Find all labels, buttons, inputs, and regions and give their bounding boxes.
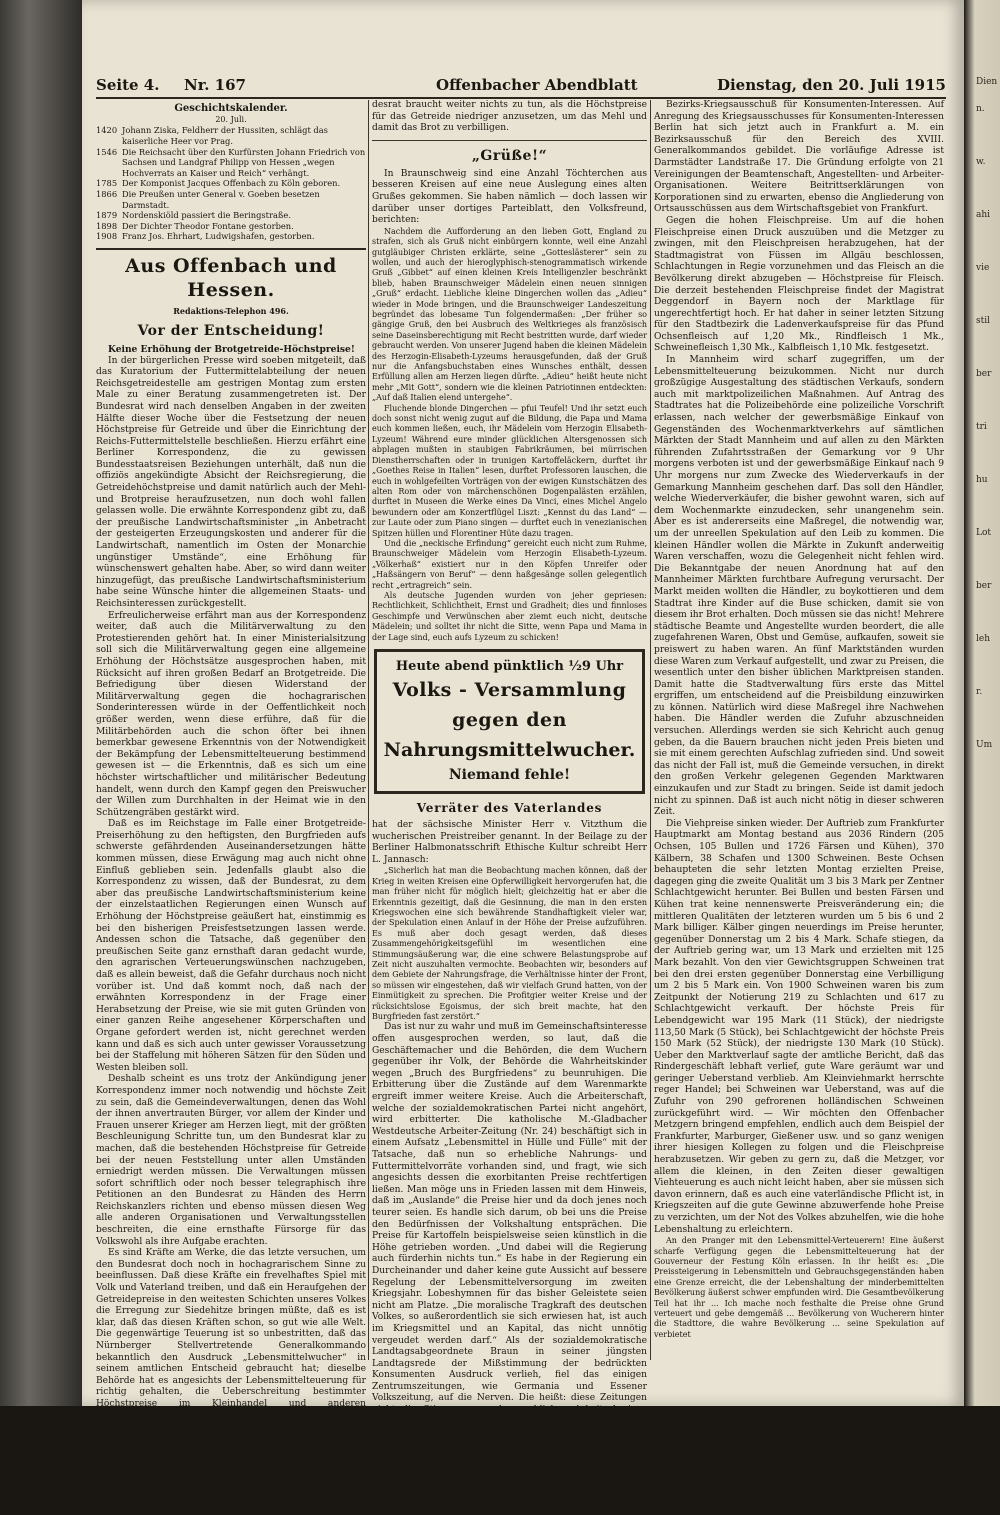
calendar-date: 20. Juli. [215,115,247,124]
calendar-entry [96,147,366,179]
calendar-text: Die Reichsacht über den Kurfürsten Johann Friedrich von Sachsen und Landgraf Philipp von Hessen „wegen Hochverrats an Kaiser und Reich“ verhängt. [122,146,366,178]
calendar-entry [96,189,366,210]
calendar-text: Johann Ziska, Feldherr der Hussiten, schlägt das kaiserliche Heer vor Prag. [122,125,328,146]
calendar-entry [96,231,366,242]
article-paragraph: In der bürgerlichen Presse wird soeben mitgeteilt, daß das Kuratorium der Futtermittelabteilung der neuen Reichsgetreidestelle am gestrigen Montag zum ersten Male zu einer Beratung zusammengetreten ist. Der Bundesrat wird nach denselben Angaben in der zweiten Hälfte dieser Woche über die Festsetzung der neuen Höchstpreise für Getreide und über die Einrichtung der Reichs-Futtermittelstelle beschließen. Hierzu erfährt eine Berliner Korrespondenz, die zu gewissen Bundesstaatsreisen Beziehungen unterhält, daß nun die offiziös angekündigte Absicht der Reichsregierung, die Getreidehöchstpreise und damit natürlich auch der Mehl- und Brotpreise heraufzusetzen, nun doch wohl fallen gelassen wolle. Die erwähnte Korrespondenz gibt zu, daß der preußische Landwirtschaftsminister „in Anbetracht der gesteigerten Erzeugungskosten und anderer für die Landwirtschaft, namentlich im Osten der Monarchie ungünstiger Umstände“, eine Erhöhung für wünschenswert gehalten habe. Aber, so wird dann weiter hinzugefügt, das preußische Landwirtschaftsministerium habe seine Wünsche hinter die allgemeinen Staats- und Reichsinteressen zurückgestellt. [96,355,366,609]
adjacent-page-fragment: r. [976,687,983,697]
announcement-headline: Volks - Versammlung gegen den [392,679,627,731]
adjacent-page-fragment: ber [976,369,992,379]
announcement-callout: Niemand fehle! [448,767,571,783]
calendar-year: 1908 [96,231,118,242]
announcement-subject: Nahrungsmittelwucher. [383,739,636,761]
calendar-entry [96,178,366,189]
calendar-year: 1879 [96,210,118,221]
article-paragraph: Deshalb scheint es uns trotz der Ankündigung jener Korrespondenz immer noch notwendig und höchste Zeit zu sein, daß die Gemeindeverwaltungen, denen das Wohl der ihnen anvertrauten Bürger, vor allem der Kinder und Frauen unserer Krieger am Herzen liegt, mit der größten Beschleunigung Schritte tun, um den Bundesrat klar zu machen, daß die bestehenden Höchstpreise für Getreide bei der neuen Feststellung unter allen Umständen erniedrigt werden müssen. Die Verwaltungen müssen sofort schriftlich oder noch besser telegraphisch ihre Petitionen an den Bundesrat zu Händen des Herrn Reichskanzlers richten und ebenso müssen diesen Weg alle anderen Organisationen und Verwaltungsstellen beschreiten, die eine ernsthafte Fürsorge für das Volkswohl als ihre Aufgabe erachten. [96,1074,366,1247]
adjacent-page-fragment: tri [976,422,987,432]
article-paragraph: Es sind Kräfte am Werke, die das letzte versuchen, um den Bundesrat doch noch in hochagrarischem Sinne zu beeinflussen. Daß diese Kräfte ein frevelhaftes Spiel mit Volk und Vaterland treiben, und daß ein Heraufgehen der Getreidepreise in den weitesten Schichten unseres Volkes die Erregung zur Siedehitze bringen müßte, daß es ist klar, daß das diesen Kräften schon, so gut wie alle Welt. Die gegenwärtige Teuerung ist so unbestritten, daß das Nürnberger Stellvertretende Generalkommando bekanntlich den Ausdruck „Lebensmittelwucher“ in seinem amtlichen Entscheid gebraucht hat; dieselbe Behörde hat es angesichts der Lebensmittelteuerung für richtig gehalten, die Ueberschreitung bestimmter Höchstpreise im Kleinhandel und anderen Lebensmittelwucher mit Gefängnisstrafe bis zu einem Jahre bedroht und die militärischen Behörden in einigen anderen Städten sind diesem Beispiel gefolgt. Jetzt sieht es für die Reichsleitung die Gelegenheit, der gegenwärtigen Teuerung auf einem wichtigen Gebiet der menschlichen Ernährung, auf dem der Brotversorgung, von vornherein und durchgreifend für das ganze deutsche Reich und für das ganze kommende Wirtschaftsjahr zu unterbinden. Der Bun- [96,1248,366,1514]
calendar-list [96,125,366,242]
calendar-entry [96,210,366,221]
adjacent-page-fragment: hu [976,475,988,485]
article-title: Vor der Entscheidung! [137,322,325,339]
column-3 [654,100,944,1400]
column-rule-2 [650,100,651,1360]
newspaper-name: Offenbacher Abendblatt [436,76,638,94]
divider [372,140,647,141]
calendar-year: 1420 [96,125,118,136]
masthead [96,76,946,98]
book-binding [0,0,82,1406]
meeting-announcement [374,649,645,794]
calendar-entry [96,125,366,146]
article-paragraph: Das ist nur zu wahr und muß im Gemeinschaftsinteresse offen ausgesprochen werden, so laut, daß die Geschäftemacher und die Behörden, die dem Wuchern gegenüber ihr Volk, der Behörde die Wahrheitskinder wegen „Bruch des Burgfriedens“ zu beunruhigen. Die Erbitterung über die Zustände auf dem Warenmarkte ergreift immer weitere Kreise. Auch die Arbeiterschaft, welche der sozialdemokratischen Partei nicht angehört, wird erbitterter. Die katholische M.-Gladbacher Westdeutsche Arbeiter-Zeitung (Nr. 24) beschäftigt sich in einem Aufsatz „Lebensmittel in Hülle und Fülle“ mit der Tatsache, daß nun so erhebliche Nahrungs- und Futtermittelvorräte vorhanden sind, und fragt, wie sich angesichts dessen die exorbitanten Preise rechtfertigen ließen. Man möge uns in Frieden lassen mit dem Hinweis, daß im „Auslande“ die Preise hier und da doch jenes noch teurer seien. Es handle sich darum, ob bei uns die Preise den Bedürfnissen der Volkshaltung entsprächen. Die Preise für Kartoffeln beispielsweise seien künstlich in die Höhe getrieben worden. „Und dabei will die Regierung auch fürderhin nichts tun.“ Es habe in der Regierung ein Durcheinander und daher keine gute Aussicht auf bessere Regelung der Lebensmittelversorgung im zweiten Kriegsjahr. Lobeshymnen für das bisher Geleistete seien nicht am Platze. „Die moralische Tragkraft des deutschen Volkes, so außerordentlich sie sich erwiesen hat, ist auch im Kriegsmittel und an Kapital, das nicht unnötig vergeudet werden darf.“ Als der sozialdemokratische Landtagsabgeordnete Braun in seiner jüngsten Landtagsrede der Mißstimmung der bedrückten Konsumenten Ausdruck verlieh, fiel das einigen Zentrumszeitungen, wie Germania und Essener Volkszeitung, auf die Nerven. Die heißt: diese Zeitungen nicht die Stimmung an der sachlichen Arbeiterkreisen richtig wiedergeben, beweist die scharfe Anklage der Westdeutschen Arbeiter-Zeitung. [372,1022,647,1439]
article-paragraph: Und die „neckische Erfindung“ gereicht euch nicht zum Ruhme, Braunschweiger Mädelein vom Herzogin Elisabeth-Lyzeum. „Völkerhaß“ existiert nur in den Köpfen Unreifer oder „Haßsängern von Beruf“ — denn haßgesänge sollen gelegentlich recht „ertragreich“ sein. [372,538,647,590]
page-number: Seite 4. [96,76,160,94]
article-paragraph: Daß es im Reichstage im Falle einer Brotgetreide-Preiserhöhung zu den heftigsten, den Burgfrieden aufs schwerste gefährdenden Auseinandersetzungen hätte kommen müssen, diese Erwägung mag auch nicht ohne Einfluß geblieben sein. Jedenfalls glaubt also die Korrespondenz zu wissen, daß der Bundesrat, zu dem aber das preußische Landwirtschaftsministerium keine der einzelstaatlichen Regierungen einen Wunsch auf Erhöhung der Höchstpreise geäußert hat, einstimmig es bei den bisherigen Preisfestsetzungen lassen werde. Andessen schon die Tatsache, daß gegenüber den preußischen Seite ganz ernsthaft daran gedacht wurde, den agrarischen Verteuerungswünschen nachzugeben, daß es allein beweist, daß die Gefahr durchaus noch nicht vorüber ist. Und daß kommt noch, daß nach der erwähnten Korrespondenz in der Frage einer Herabsetzung der Preise, wie sie mit guten Gründen von einer ganzen Reihe angesehener Körperschaften und Organe gefordert werden ist, nicht gerechnet werden kann und daß es sich auch unter gewisser Voraussetzung bei der Staffelung mit höheren Sätzen für den Süden und Westen bleiben soll. [96,819,366,1073]
article-subtitle: Keine Erhöhung der Brotgetreide-Höchstpreise! [108,343,355,355]
adjacent-page-fragment: ber [976,581,992,591]
newspaper-page [82,0,964,1514]
article-quote: „Sicherlich hat man die Beobachtung machen können, daß der Krieg in weiten Kreisen eine Opferwilligkeit hervorgerufen hat, die man früher nicht für möglich hielt; gleichzeitig hat er aber die Erkenntnis gezeitigt, daß die Gesinnung, die man in den ersten Kriegswochen eine sich bewährende Standhaftigkeit vieler war, der Spekulation einen Anlauf in der Höhe der Preise aufzuführen. Es muß aber doch gesagt werden, daß dieses Zusammengehörigkeitsgefühl im wesentlichen eine Stimmungsäußerung war, die eine schwere Belastungsprobe auf Zeit nicht auszuhalten vermochte. Beobachten wir, besonders auf dem Gebiete der Nahrungsfrage, die Verhältnisse hinter der Front, so müssen wir eingestehen, daß wir vielfach Grund hatten, von der Einmütigkeit zu sprechen. Die Profitgier weiter Kreise und der rücksichtslose Egoismus, der sich breit machte, hat den Burgfrieden fast zerstört.“ [372,866,647,1022]
calendar-year: 1898 [96,220,118,231]
calendar-text: Der Komponist Jacques Offenbach zu Köln geboren. [122,178,341,189]
article-title: Verräter des Vaterlandes [416,801,603,815]
column-rule-1 [368,100,369,1360]
article-quote: Nachdem die Aufforderung an den lieben Gott, England zu strafen, sich als Gruß nicht einbürgern konnte, weil eine Anzahl gutgläubiger Christen erklärte, seine „Gotteslästerer“ sein zu wollen, und auch der hieroglyphisch-stenogrammatisch wirkende Gruß „Gibbet“ auf einen kleinen Kreis Intelligenzler beschränkt blieb, haben Braunschweiger Mädelein einen neuen sinnigen „Gruß“ erdacht. Liebliche kleine Dingerchen wollen das „Adieu“ wieder in Mode bringen, und die Braunschweiger Landeszeitung begründet das lobesame Tun folgendermaßen: „Der früher so gängige Gruß, den bei Ausbruch des Weltkrieges als französisch seine Daseinsberechtigung mit Recht bestritten wurde, darf wieder gebraucht werden. Von unserer Jugend haben die kleinen Mädelein des Herzogin-Elisabeth-Lyzeums herausgefunden, daß der Gruß nur die Anfangsbuchstaben eines Wunsches enthält, dessen Erfüllung allen am Herzen liegen dürfte. „Adieu“ heißt heute nicht mehr „Mit Gott“, sondern wie die kleinen Patriotinnen entdeckten: „Auf daß Italien elend untergehe“. [372,226,647,403]
header-rule [96,97,946,99]
adjacent-page-fragment: w. [976,157,986,167]
article-paragraph: In Braunschweig sind eine Anzahl Töchterchen aus besseren Kreisen auf eine neue Auslegung eines alten Grußes gekommen. Sie haben nämlich — doch lassen wir darüber unser dortiges Parteiblatt, den Volksfreund, berichten: [372,168,647,226]
article-continuation: desrat braucht weiter nichts zu tun, als die Höchstpreise für das Getreide niedriger anzusetzen, um das Mehl und damit das Brot zu verbilligen. [372,100,647,134]
calendar-year: 1866 [96,188,118,199]
adjacent-page-edge [964,0,1000,1406]
calendar-entry [96,221,366,232]
calendar-text: Der Dichter Theodor Fontane gestorben. [122,220,294,231]
adjacent-page-fragment: ahi [976,210,991,220]
article-paragraph: Erfreulicherweise erfährt man aus der Korrespondenz weiter, daß auch die Militärverwaltung zu den Protestierenden gehört hat. In einer Ministerialsitzung soll sich die Militärverwaltung gegen eine allgemeine Erhöhung der Höchstsätze ausgesprochen haben, mit Rücksicht auf ihren großen Bedarf an Brotgetreide. Die Befriedigung über diesen Widerstand der Militärverwaltung gegen die hochagrarischen Sonderinteressen würde in der Oeffentlichkeit noch größer werden, wenn diese erführe, daß für die Militärbehörden auch die schon öfter bei ihnen bemerkbar gewesene Erkenntnis von der Notwendigkeit der Bekämpfung der Lebensmittelteuerung bestimmend gewesen ist — die Erkenntnis, daß es sich um eine höchster wirtschaftlicher und militärischer Bedeutung handelt, wenn durch den Kampf gegen den Preiswucher der Willen zum Durchhalten in der Heimat wie in den Schützengräben gestärkt wird. [96,610,366,818]
column-1 [96,100,366,1514]
calendar-title: Geschichtskalender. [174,103,288,114]
editorial-telephone: Redaktions-Telephon 496. [173,305,289,316]
announcement-time: Heute abend pünktlich ½9 Uhr [395,659,624,674]
calendar-text: Franz Jos. Ehrhart, Ludwigshafen, gestorben. [122,231,315,242]
article-paragraph: Gegen die hohen Fleischpreise. Um auf die hohen Fleischpreise einen Druck auszuüben und die Metzger zu zwingen, mit den Fleischpreisen herabzugehen, hat der Stadtmagistrat von Füssen im Allgäu beschlossen, Schlachtungen in Regie vorzunehmen und das Fleisch an die Bevölkerung direkt abzugeben — Höchstpreise für Fleisch. Die derzeit bestehenden Fleischpreise findet der Magistrat Deggendorf in Bayern noch der Marktlage für ungerechtfertigt hoch. Er hat daher in seiner letzten Sitzung für den Stadtbezirk die Ladenverkaufspreise für das Pfund Ochsenfleisch auf 1,20 Mk., Rindfleisch 1 Mk., Schweinefleisch 1,30 Mk., Kalbfleisch 1,10 Mk. festgesetzt. [654,215,944,354]
calendar-year: 1546 [96,146,118,157]
article-paragraph: Bezirks-Kriegsausschuß für Konsumenten-Interessen. Auf Anregung des Kriegsausschusses für Konsumenten-Interessen Berlin hat sich jetzt auch in Frankfurt a. M. ein Bezirksausschuß für den Bereich des XVIII. Generalkommandos gebildet. Die vorläufige Adresse ist Darmstädter Landstraße 17. Die Gründung erfolgte von 21 Vereinigungen der Beamtenschaft, Angestellten- und Arbeiter-Organisationen. Weitere Beitrittserklärungen von Korporationen sind zu erwarten, ebenso die Angliederung von Ortsausschüssen aus dem Wirtschaftsgebiet von Frankfurt. [654,100,944,215]
adjacent-page-text [964,0,1000,752]
section-title: Aus Offenbach und Hessen. [96,248,366,302]
calendar-text: Nordenskiöld passiert die Beringstraße. [122,210,291,221]
article-title: „Grüße!“ [471,147,548,164]
issue-number: Nr. 167 [184,76,246,94]
calendar-year: 1785 [96,178,118,189]
issue-date: Dienstag, den 20. Juli 1915 [716,76,946,94]
adjacent-page-fragment: stil [976,316,990,326]
article-paragraph: In Mannheim wird scharf zugegriffen, um der Lebensmittelteuerung beizukommen. Nicht nur durch großzügige Ausgestaltung des städtischen Verkaufs, sondern auch mit marktpolizeilichen Maßnahmen. Auf Antrag des Stadtrates hat die Polizeibehörde eine polizeiliche Vorschrift erlassen, nach welcher der gewerbsmäßige Einkauf von Gegenständen des Wochenmarktverkehrs auf sämtlichen Märkten der Stadt Mannheim und auf allen zu den Märkten führenden Zufahrtsstraßen der Gemarkung vor 9 Uhr morgens verboten ist und der gewerbsmäßige Einkauf nach 9 Uhr morgens nur zum Zwecke des Wiederverkaufs in der Gemarkung Mannheim geschehen darf. Das soll den Händler, welche Wiederverkäufer, die bisher gewohnt waren, sich auf dem Wochenmarkte einzudecken, sehr unangenehm sein. Aber es ist andererseits eine Maßregel, die notwendig war, um der unreellen Spekulation auf den Leib zu kommen. Die kleinen Händler wollen die Märkte in Zukunft anderweitig Waren verschaffen, wozu die Gelegenheit nicht fehlen wird. Die Bekanntgabe der neuen Anordnung hat auf den Mannheimer Märkten furchtbare Aufregung verursacht. Der Markt meiden wollten die Händler, zu boykottieren und dem Stadtrat ihre Kinder auf die Buse schicken, damit sie von diesem ihr Brot erhalten. Doch müssen sie das nicht! Mehrere städtische Beamte und Angestellte wurden beordert, die alle zugefahrenen Waren, Obst und Gemüse, aufkaufen, soweit sie preiswert zu haben waren. An fünf Marktständen wurden diese Waren zum Verkauf aufgestellt, und zwar zu Preisen, die wesentlich unter den bisher üblichen Marktpreisen standen. Damit hatte die Stadtverwaltung fürs erste das Mittel ergriffen, um entscheidend auf die Preisbildung einzuwirken zu können. Natürlich wird diese Maßregel ihre Nachwehen haben. Die Händler werden die Zufuhr abzuschneiden versuchen. Allerdings werden sie sich Kehricht auch genug geben, da die Bauern brauchen nicht jeden Preis bieten und sie mit einem gerechten Aufschlag zufrieden sind. Und soweit das nicht der Fall ist, muß die Gemeinde versuchen, in direkt den großen Verkehr gelegenen Gegenden Marktwaren einzukaufen und zur Stadt zu bringen. Seide ist damit jedoch nicht zu spinnen. Daß ist auch nicht nötig in dieser schweren Zeit. [654,355,944,818]
article-paragraph: Fluchende blonde Dingerchen — pfui Teufel! Und ihr setzt euch doch sonst nicht wenig zugut auf die Bildung, die Papa und Mama euch kommen ließen, euch, ihr Mädelein vom Herzogin Elisabeth-Lyzeum! Während eure minder glücklichen Altersgenossen sich abplagen mußten in staubigen Fabrikräumen, bei mürrischen Dienstherrschaften oder in trunigen Kartoffeläckern, durftet ihr „Goethes Reise in Italien“ lesen, durftet Professoren lauschen, die euch in wohlgefeilten Vorträgen von der ewigen Kunstschätzen des alten Rom oder von märchenschönen Dogenpalästen erzählen, durftet in Museen die Werke eines Da Vinci, eines Michel Angelo bewundern oder am Konzertflügel Liszt: „Kennst du das Land“ — zur Laute oder zum Piano singen — durftet euch in venezianischen Spitzen hüllen und Florentiner Hüte dazu tragen. [372,403,647,538]
adjacent-page-fragment: n. [976,104,985,114]
adjacent-page-fragment: leh [976,634,991,644]
adjacent-page-fragment: Dien [976,77,998,87]
column-2 [372,100,647,1439]
adjacent-page-fragment: Lot [976,528,992,538]
article-paragraph: hat der sächsische Minister Herr v. Vitzthum die wucherischen Preistreiber genannt. In der Beilage zu der Berliner Halbmonatsschrift Ethische Kultur schreibt Herr L. Jannasch: [372,820,647,865]
article-paragraph: An den Pranger mit den Lebensmittel-Verteuerern! Eine äußerst scharfe Verfügung gegen die Lebensmittelteuerung hat der Gouverneur der Festung Köln erlassen. In ihr heißt es: „Die Preissteigerung in Lebensmitteln und Gebrauchsgegenständen haben eine Grenze erreicht, die der Lebenshaltung der minderbemittelten Bevölkerung äußerst schwer empfunden wird. Die Gesamtbevölkerung Teil hat ihr ... Ich mache noch festhalte die Preise ohne Grund verteuert und gebe demgemäß ... Bevölkerung von Wucherern hinter die Stadttore, die wahre Bevölkerung ... seine Spekulation auf verbietet [654,1236,944,1339]
article-paragraph: Als deutsche Jugenden wurden von jeher gepriesen: Rechtlichkeit, Schlichtheit, Ernst und Gradheit; dies und finnloses Geschimpfe und Verwünschen aber ziemt euch nicht, deutsche Mädelein; und solltet ihr nicht die Sitte, wenn Papa und Mama in der Lage sind, euch aufs Lyzeum zu schicken! [372,590,647,642]
adjacent-page-fragment: Um [976,740,993,750]
calendar-text: Die Preußen unter General v. Goeben besetzen Darmstadt. [122,188,320,210]
article-paragraph: Die Viehpreise sinken wieder. Der Auftrieb zum Frankfurter Hauptmarkt am Montag bestand aus 2036 Rindern (205 Ochsen, 105 Bullen und 1726 Färsen und Kühen), 370 Kälbern, 38 Schafen und 1300 Schweinen. Beste Ochsen behaupteten die sehr letzten Montag erzielten Preise, dagegen ging die zweite Qualität um 3 bis 3 Mark per Zentner Schlachtgewicht herunter. Bei Bullen und besten Färsen und Kühen trat keine nennenswerte Preisveränderung ein; die mittleren Qualitäten der letzteren wurden um 5 bis 6 und 2 Mark billiger. Kälber gingen neuerdings im Preise herunter, gegenüber Donnerstag um 2 bis 4 Mark. Schafe stiegen, da der Auftrieb gering war, um 13 Mark und erzielten mit 125 Mark bezahlt. Von den vier Gewichtsgruppen Schweinen trat bei den drei ersten gegenüber Donnerstag eine Verbilligung um 2 bis 5 Mark ein. Von 1900 Schweinen waren bis zum Zeitpunkt der Notierung 219 zu Schlachten und 617 zu Schlachtgewicht verkauft. Der höchste Preis für Lebendgewicht war 195 Mark (11 Stück), der niedrigste 113,50 Mark (5 Stück), bei Schlachtgewicht der höchste Preis 150 Mark (52 Stück), der niedrigste 130 Mark (10 Stück). Ueber den Marktverlauf sagte der amtliche Bericht, daß das Rindergeschäft lebhaft verlief, gute Ware geräumt war und geringer Ueberstand verblieb. Am Kleinviehmarkt herrschte reger Handel; bei Schweinen war Ueberstand, was auf die Zufuhr von 290 gefrorenen holländischen Schweinen zurückgeführt wird. — Wir möchten den Offenbacher Metzgern bringend empfehlen, endlich auch dem Beispiel der Frankfurter, Marburger, Gießener usw. und so ganz wenigen ihrer hiesigen Kollegen zu folgen und die Fleischpreise herabzusetzen. Wir geben zu gern zu, daß die Metzger, vor allem die kleinen, in den Zeiten dieser gewaltigen Viehteuerung es auch nicht leicht haben, aber sie müssen sich davon erinnern, daß es auch eine vaterländische Pflicht ist, in Kriegszeiten auf die gute Gewinne abzuwerfende hohe Preise zu verzichten, um der Not des Volkes abzuhelfen, wie die hohe Lebenshaltung zu erleichtern. [654,818,944,1235]
adjacent-page-fragment: vie [976,263,990,273]
